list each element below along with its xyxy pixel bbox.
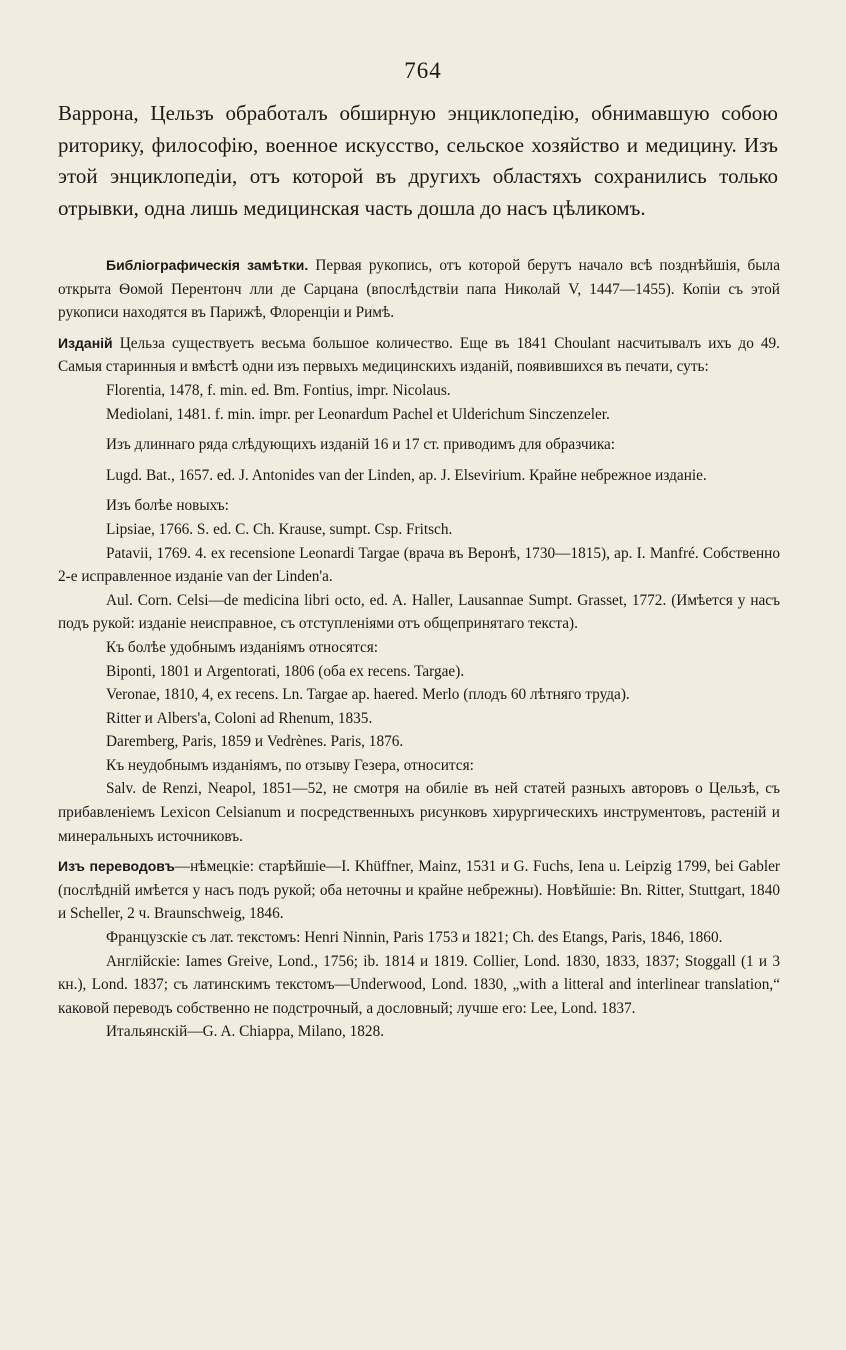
note-text: Цельза существуетъ весьма большое количество. Еще въ 1841 Choulant насчитывалъ ихъ до 49. Самыя старинныя и вмѣстѣ одни изъ первыхъ медицинскихъ изданій, появившихся въ печати, суть: bbox=[58, 334, 780, 376]
edition-entry: Florentia, 1478, f. min. ed. Bm. Fontius, impr. Nicolaus. bbox=[106, 381, 451, 399]
edition-entry: Mediolani, 1481. f. min. impr. per Leonardum Pachel et Ulderichum Sinczenzeler. bbox=[106, 405, 610, 423]
edition-entry: Lugd. Bat., 1657. ed. J. Antonides van der Linden, ap. J. Elsevirium. Крайне небрежное изданіе. bbox=[106, 466, 707, 484]
translations-italian: Итальянскій—G. A. Chiappa, Milano, 1828. bbox=[106, 1023, 385, 1041]
note-text: Первая рукопись, отъ которой берутъ начало всѣ позднѣйшія, была открыта Ѳомой Перентонч лли де Сарцана (впослѣдствіи папа Николай V, 1447—1455). Копіи съ этой рукописи находятся въ Парижѣ, Флоренціи и Римѣ. bbox=[58, 257, 780, 322]
section-heading-editions: Изданій bbox=[58, 334, 113, 351]
main-paragraph: Варрона, Цельзъ обработалъ обширную энциклопедію, обнимавшую собою риторику, философію, военное искусство, сельское хозяйство и медицину. Изъ этой энциклопедіи, отъ которой въ другихъ областяхъ сохранились только отрывки, одна лишь медицинская часть дошла до насъ цѣликомъ. bbox=[58, 101, 778, 220]
edition-entry: Patavii, 1769. 4. ex recensione Leonardi Targae (врача въ Веронѣ, 1730—1815), ap. I. Manfré. Собственно 2-е исправленное изданіе van der Linden'a. bbox=[58, 544, 780, 586]
subheading-inconvenient: Къ неудобнымъ изданіямъ, по отзыву Гезера, относится: bbox=[106, 756, 474, 774]
note-paragraph: Изъ длиннаго ряда слѣдующихъ изданій 16 и 17 ст. приводимъ для образчика: bbox=[106, 436, 616, 454]
translations-paragraph bbox=[58, 855, 780, 926]
subheading-newer: Изъ болѣе новыхъ: bbox=[106, 497, 229, 515]
translations-french: Французскіе съ лат. текстомъ: Henri Ninnin, Paris 1753 и 1821; Ch. des Etangs, Paris, 1846, 1860. bbox=[106, 929, 723, 947]
note-paragraph-1 bbox=[58, 254, 780, 325]
section-heading-bibliography: Библіографическія замѣтки. bbox=[106, 257, 309, 273]
page-number: 764 bbox=[404, 58, 442, 83]
subheading-convenient: Къ болѣе удобнымъ изданіямъ относятся: bbox=[106, 638, 379, 656]
edition-entry: Ritter и Albers'a, Coloni ad Rhenum, 1835. bbox=[106, 709, 373, 727]
bibliographic-notes bbox=[58, 254, 780, 1044]
edition-entry: Daremberg, Paris, 1859 и Vedrènes. Paris, 1876. bbox=[106, 733, 404, 751]
note-text: —нѣмецкіе: старѣйшіе—I. Khüffner, Mainz, 1531 и G. Fuchs, Iena u. Leipzig 1799, bei Gabler (послѣдній имѣется у насъ подъ рукой; оба неточны и крайне небрежны). Новѣйшіе: Bn. Ritter, Stuttgart, 1840 и Scheller, 2 ч. Braunschweig, 1846. bbox=[58, 858, 780, 923]
edition-entry: Aul. Corn. Celsi—de medicina libri octo, ed. A. Haller, Lausannae Sumpt. Grasset, 1772. (Имѣется у насъ подъ рукой: изданіе неисправное, съ отступленіями отъ общепринятаго текста). bbox=[58, 591, 780, 633]
translations-english: Англійскіе: Iames Greive, Lond., 1756; ib. 1814 и 1819. Collier, Lond. 1830, 1833, 1837; Stoggall (1 и 3 кн.), Lond. 1837; съ латинскимъ текстомъ—Underwood, Lond. 1830, „with a litteral and interlinear translation,“ каковой переводъ собственно не подстрочный, а дословный; лучше его: Lee, Lond. 1837. bbox=[58, 952, 780, 1017]
edition-entry: Veronae, 1810, 4, ex recens. Ln. Targae ap. haered. Merlo (плодъ 60 лѣтняго труда). bbox=[106, 686, 630, 704]
edition-entry: Lipsiae, 1766. S. ed. C. Ch. Krause, sumpt. Csp. Fritsch. bbox=[106, 520, 453, 538]
section-heading-translations: Изъ переводовъ bbox=[58, 858, 175, 875]
edition-entry: Salv. de Renzi, Neapol, 1851—52, не смотря на обиліе въ ней статей разныхъ авторовъ о Цельзѣ, съ прибавленіемъ Lexicon Celsianum и посредственныхъ рисунковъ хирургическихъ инструментовъ, растеній и минеральныхъ источниковъ. bbox=[58, 780, 780, 845]
note-paragraph-2 bbox=[58, 332, 780, 379]
edition-entry: Biponti, 1801 и Argentorati, 1806 (оба ex recens. Targae). bbox=[106, 662, 465, 680]
